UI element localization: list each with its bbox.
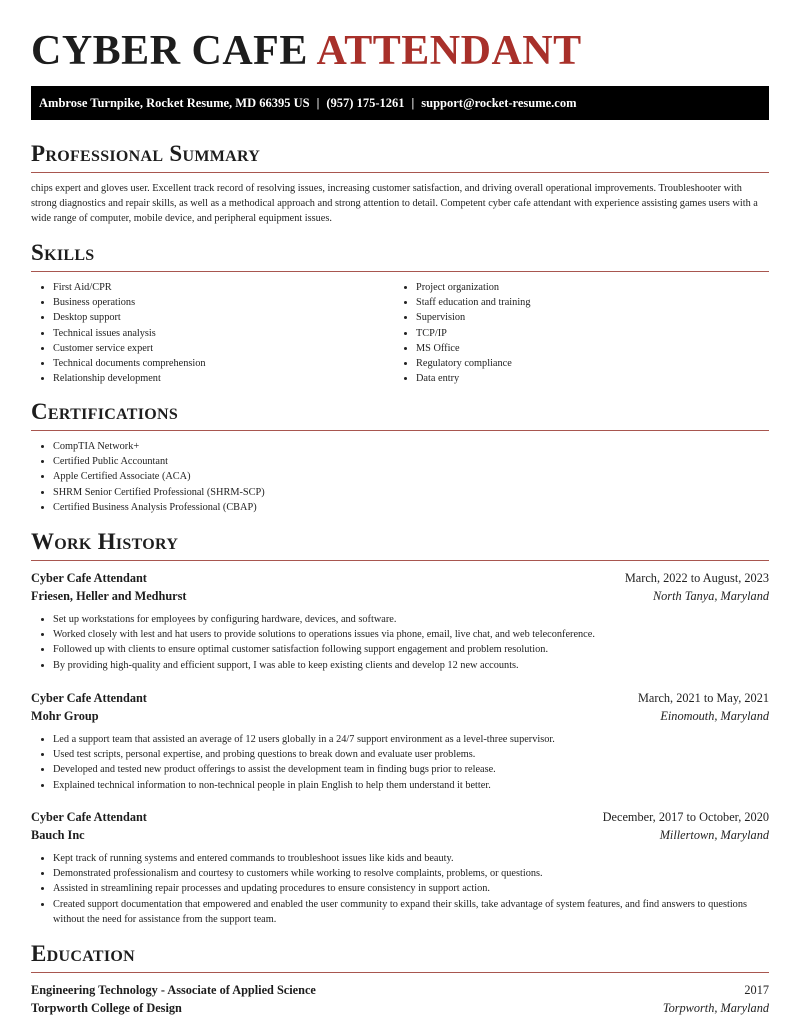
skill-item: • Regulatory compliance — [416, 356, 786, 371]
certification-item: • SHRM Senior Certified Professional (SHRM-SCP) — [53, 485, 773, 500]
job-bullet: • Led a support team that assisted an average of 12 users globally in a 24/7 support environment as a level-three supervisor. — [53, 732, 769, 747]
job-location: North Tanya, Maryland — [652, 589, 769, 603]
job-company: Mohr Group — [31, 709, 99, 723]
job-dates: December, 2017 to October, 2020 — [602, 810, 769, 824]
job-bullet: • Demonstrated professionalism and courtesy to customers while working to resolve complaints, problems, or questions. — [53, 866, 769, 881]
job-dates: March, 2021 to May, 2021 — [637, 691, 769, 705]
job-bullets — [31, 612, 769, 673]
name-last: ATTENDANT — [316, 28, 582, 74]
certification-item: • Certified Business Analysis Professional (CBAP) — [53, 500, 773, 515]
job-dates: March, 2022 to August, 2023 — [624, 571, 769, 585]
job-company: Friesen, Heller and Medhurst — [31, 589, 187, 603]
section-divider — [31, 271, 769, 272]
education-location: Torpworth, Maryland — [662, 1001, 769, 1015]
section-title-education: Education — [31, 941, 135, 966]
name-first: CYBER CAFE — [31, 28, 308, 74]
contact-address: Ambrose Turnpike, Rocket Resume, MD 66395 US — [39, 96, 310, 110]
job-role: Cyber Cafe Attendant — [31, 691, 147, 705]
section-divider — [31, 172, 769, 173]
section-divider — [31, 430, 769, 431]
contact-phone: (957) 175-1261 — [326, 96, 405, 110]
job-bullet: • Explained technical information to non-technical people in plain English to help them understand it better. — [53, 778, 769, 793]
skills-list-left — [31, 280, 393, 386]
job-bullet: • By providing high-quality and efficient support, I was able to keep existing clients and develop 12 new accounts. — [53, 658, 769, 673]
job-bullet: • Kept track of running systems and entered commands to troubleshoot issues like kids and beauty. — [53, 851, 769, 866]
job-company: Bauch Inc — [31, 828, 85, 842]
skill-item: • Staff education and training — [416, 295, 786, 310]
education-degree: Engineering Technology - Associate of Applied Science — [31, 983, 316, 997]
skill-item: • Supervision — [416, 310, 786, 325]
skill-item: • Relationship development — [53, 371, 393, 386]
job-bullet: • Followed up with clients to ensure optimal customer satisfaction following support engagement and problem resolution. — [53, 642, 769, 657]
education-school: Torpworth College of Design — [31, 1001, 182, 1015]
summary-text: chips expert and gloves user. Excellent track record of resolving issues, increasing customer satisfaction, and driving overall operational improvements. Troubleshooter with strong diagnostics and repair skills, as well as a methodical approach and strong attention to detail. Competent cyber cafe attendant with experience assisting games users with a wide range of computer, mobile device, and peripheral equipment issues. — [31, 183, 758, 225]
section-divider — [31, 972, 769, 973]
certification-item: • CompTIA Network+ — [53, 439, 773, 454]
section-title-skills: Skills — [31, 240, 95, 265]
contact-email: support@rocket-resume.com — [421, 96, 577, 110]
job-bullet: • Assisted in streamlining repair processes and updating procedures to ensure consistency in support action. — [53, 881, 769, 896]
section-title-summary: Professional Summary — [31, 141, 261, 166]
contact-separator: | — [411, 96, 415, 110]
skill-item: • First Aid/CPR — [53, 280, 393, 295]
job-bullet: • Used test scripts, personal expertise, and probing questions to break down and evaluate user problems. — [53, 747, 769, 762]
certifications-list — [31, 439, 773, 515]
contact-bar — [31, 86, 769, 120]
skill-item: • Project organization — [416, 280, 786, 295]
skill-item: • Customer service expert — [53, 341, 393, 356]
skill-item: • Desktop support — [53, 310, 393, 325]
job-bullet: • Created support documentation that empowered and enabled the user community to expand their skills, take advantage of system features, and find answers to questions without the need for assistance from the support team. — [53, 897, 769, 927]
job-bullet: • Worked closely with lest and hat users to provide solutions to operations issues via phone, email, live chat, and web teleconference. — [53, 627, 769, 642]
contact-separator: | — [316, 96, 320, 110]
job-bullets — [31, 732, 769, 793]
section-divider — [31, 560, 769, 561]
resume-name — [31, 26, 582, 76]
job-location: Millertown, Maryland — [659, 828, 769, 842]
job-bullet: • Set up workstations for employees by configuring hardware, devices, and software. — [53, 612, 769, 627]
certification-item: • Certified Public Accountant — [53, 454, 773, 469]
certification-item: • Apple Certified Associate (ACA) — [53, 469, 773, 484]
job-role: Cyber Cafe Attendant — [31, 571, 147, 585]
job-bullets — [31, 851, 769, 927]
skill-item: • MS Office — [416, 341, 786, 356]
job-bullet: • Developed and tested new product offerings to assist the development team in finding bugs prior to release. — [53, 762, 769, 777]
education-year: 2017 — [744, 983, 769, 997]
skill-item: • Technical documents comprehension — [53, 356, 393, 371]
skill-item: • TCP/IP — [416, 326, 786, 341]
skills-list-right — [394, 280, 786, 386]
skill-item: • Technical issues analysis — [53, 326, 393, 341]
section-title-work-history: Work History — [31, 529, 179, 554]
job-location: Einomouth, Maryland — [660, 709, 769, 723]
skill-item: • Data entry — [416, 371, 786, 386]
job-role: Cyber Cafe Attendant — [31, 810, 147, 824]
skill-item: • Business operations — [53, 295, 393, 310]
section-title-certifications: Certifications — [31, 399, 179, 424]
